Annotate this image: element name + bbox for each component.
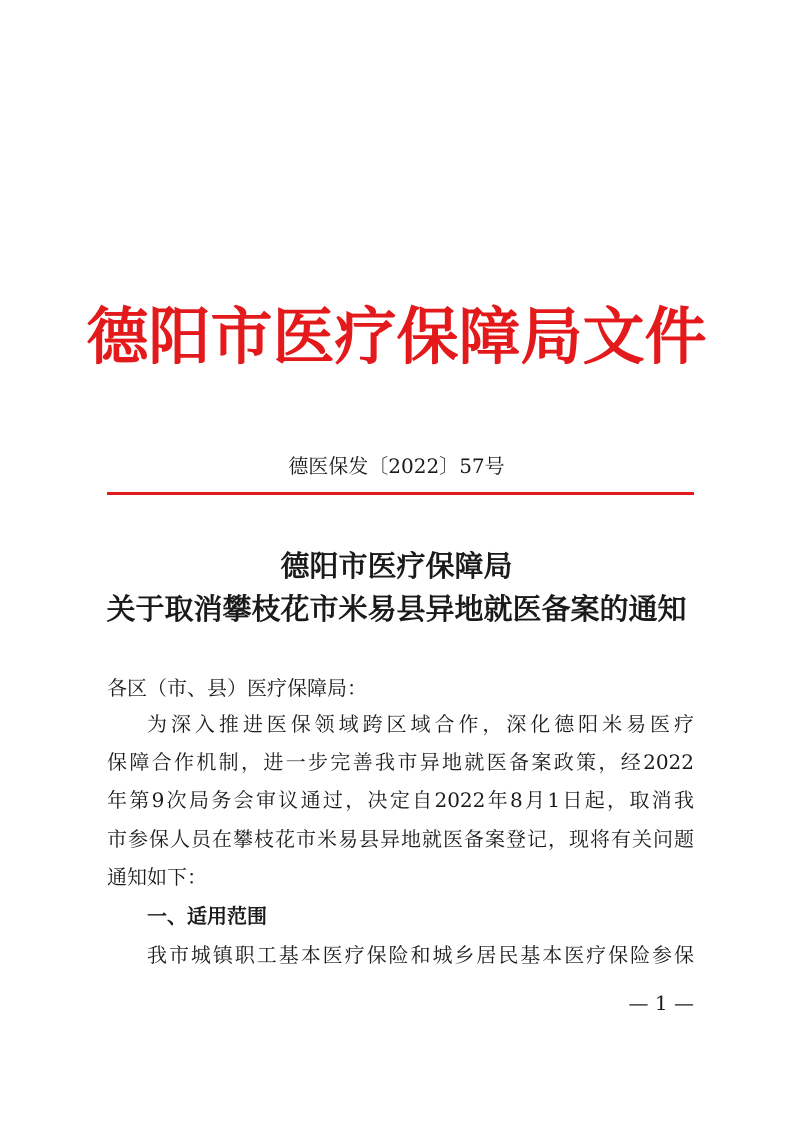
paragraph-line: 保障合作机制，进一步完善我市异地就医备案政策，经2022 <box>107 750 694 774</box>
section-heading: 一、适用范围 <box>147 904 267 928</box>
paragraph-line: 市参保人员在攀枝花市米易县异地就医备案登记，现将有关问题 <box>107 827 694 851</box>
paragraph-line: 年第9次局务会审议通过，决定自2022年8月1日起，取消我 <box>107 788 694 812</box>
paragraph-line: 为深入推进医保领域跨区域合作，深化德阳米易医疗 <box>147 712 694 736</box>
page-number: — 1 — <box>628 991 694 1015</box>
paragraph-line: 我市城镇职工基本医疗保险和城乡居民基本医疗保险参保 <box>147 943 694 967</box>
notice-title-line-2: 关于取消攀枝花市米易县异地就医备案的通知 <box>106 592 687 626</box>
paragraph-line: 通知如下： <box>107 865 207 889</box>
document-number: 德医保发〔2022〕57号 <box>288 454 505 478</box>
notice-title-line-1: 德阳市医疗保障局 <box>280 549 513 583</box>
red-divider <box>107 492 694 495</box>
salutation: 各区（市、县）医疗保障局： <box>107 676 367 700</box>
masthead-title: 德阳市医疗保障局文件 <box>86 300 707 373</box>
